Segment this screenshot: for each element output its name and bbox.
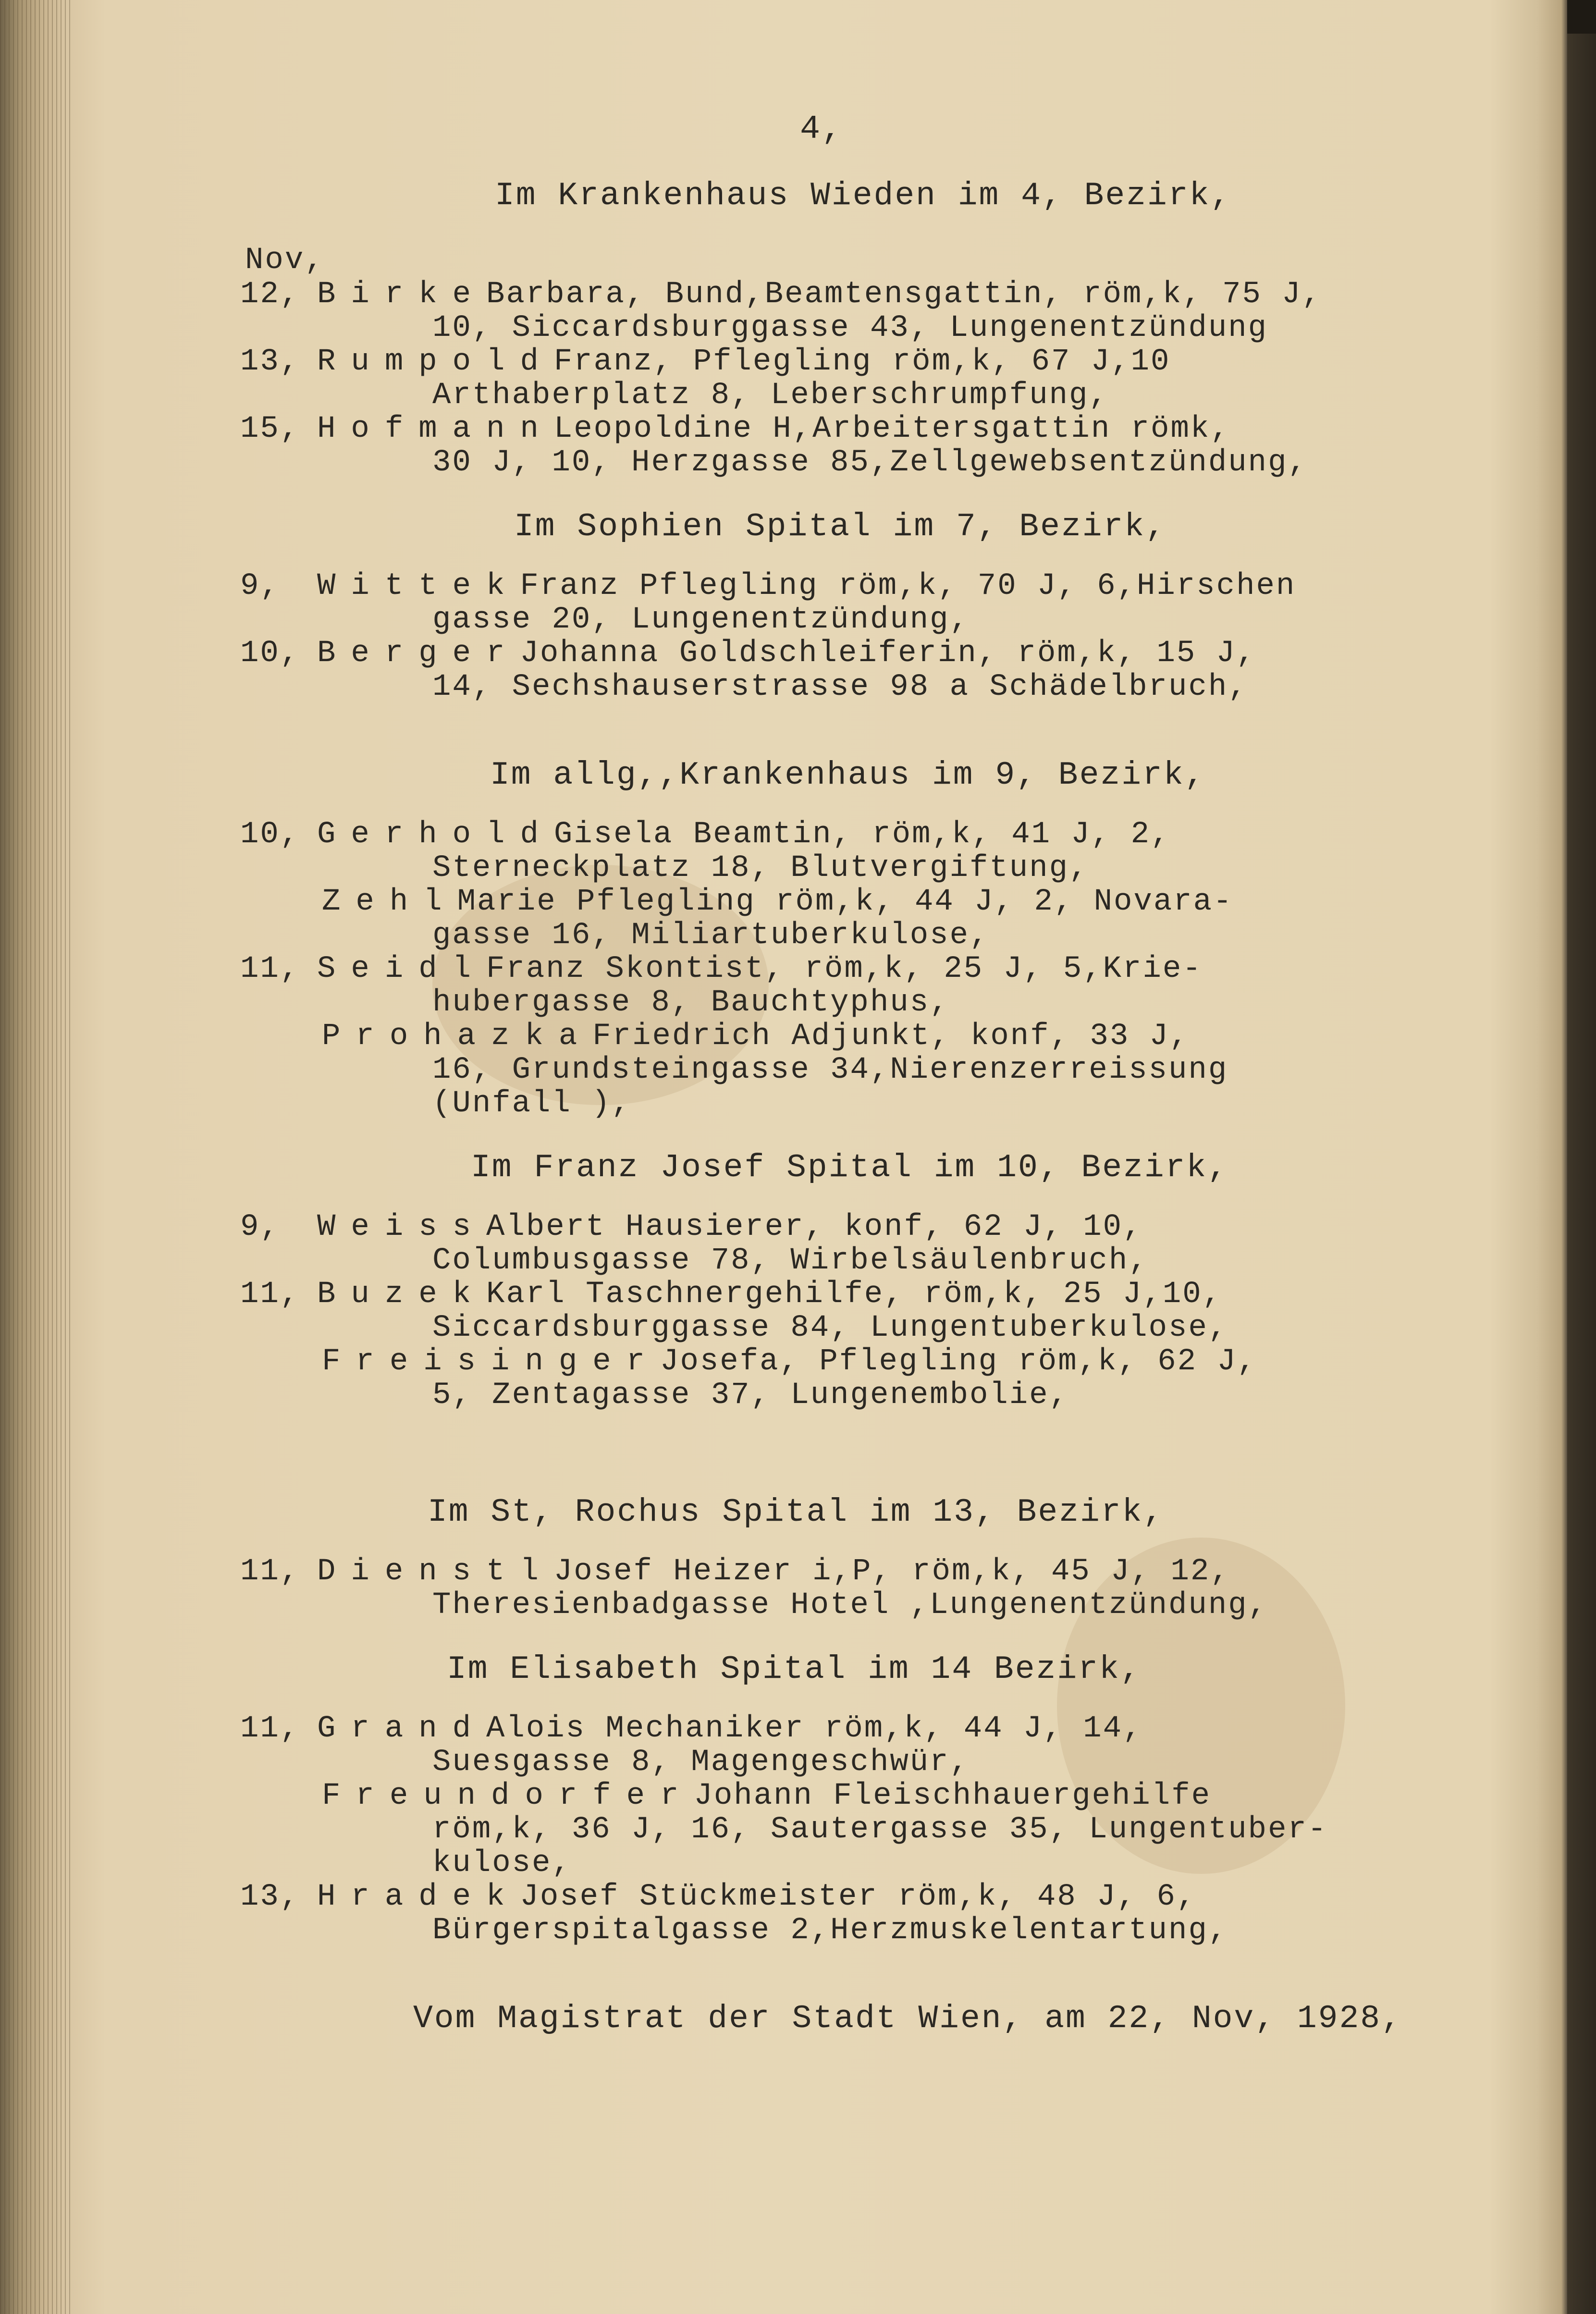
entry-surname: Buzek: [317, 1277, 487, 1312]
entry-text: Bürgerspitalgasse 2,Herzmuskelentartung,: [432, 1913, 1228, 1948]
entry-text: (Unfall ),: [432, 1086, 632, 1121]
entry-text: Johann Fleischhauergehilfe: [694, 1779, 1212, 1813]
entry-text: 30 J, 10, Herzgasse 85,Zellgewebsentzündung,: [432, 445, 1308, 480]
entry-day: 11,: [240, 1277, 300, 1312]
entry-text: Leopoldine H,Arbeitersgattin römk,: [553, 412, 1230, 446]
entry-day: 10,: [240, 636, 300, 671]
section-heading: Im Elisabeth Spital im 14 Bezirk,: [447, 1651, 1142, 1688]
entry-day: 15,: [240, 412, 300, 446]
entry-text: Franz Pflegling röm,k, 70 J, 6,Hirschen: [520, 569, 1296, 603]
register-entry: [240, 885, 1441, 952]
entry-text: Barbara, Bund,Beamtensgattin, röm,k, 75 J,: [486, 277, 1322, 312]
entry-surname: Weiss: [317, 1210, 487, 1244]
entry-surname: Prohazka: [322, 1019, 593, 1054]
register-entry: [240, 1779, 1441, 1880]
month-label: Nov,: [245, 243, 325, 278]
entry-text: Albert Hausierer, konf, 62 J, 10,: [486, 1210, 1143, 1244]
entry-surname: Grand: [317, 1711, 487, 1746]
entry-surname: Rumpold: [317, 345, 554, 379]
entry-surname: Dienstl: [317, 1554, 554, 1589]
entry-day: 11,: [240, 952, 300, 986]
entry-text: Karl Taschnergehilfe, röm,k, 25 J,10,: [486, 1277, 1223, 1312]
entry-text: Friedrich Adjunkt, konf, 33 J,: [592, 1019, 1190, 1054]
entry-day: 9,: [240, 569, 280, 603]
entry-day: 11,: [240, 1554, 300, 1589]
entry-surname: Freisinger: [322, 1344, 661, 1379]
entry-text: Alois Mechaniker röm,k, 44 J, 14,: [486, 1711, 1143, 1746]
entry-text: Josef Heizer i,P, röm,k, 45 J, 12,: [553, 1554, 1230, 1589]
register-entry: [240, 952, 1441, 1020]
entry-text: Franz, Pflegling röm,k, 67 J,10: [553, 345, 1171, 379]
entry-surname: Zehl: [322, 885, 457, 919]
footer-signature-line: Vom Magistrat der Stadt Wien, am 22, Nov, 1928,: [413, 2000, 1402, 2037]
entry-surname: Freundorfer: [322, 1779, 694, 1813]
entry-surname: Gerhold: [317, 817, 554, 852]
entry-surname: Wittek: [317, 569, 520, 603]
entry-text: Gisela Beamtin, röm,k, 41 J, 2,: [553, 817, 1171, 852]
register-entry: [240, 1278, 1441, 1345]
register-entry: [240, 1555, 1441, 1622]
entry-text: Columbusgasse 78, Wirbelsäulenbruch,: [432, 1243, 1149, 1278]
section-heading: Im Krankenhaus Wieden im 4, Bezirk,: [495, 177, 1232, 214]
register-entry: [240, 1210, 1441, 1278]
register-entry: [240, 1345, 1441, 1412]
entry-text: Marie Pflegling röm,k, 44 J, 2, Novara-: [457, 885, 1233, 919]
entry-text: hubergasse 8, Bauchtyphus,: [432, 985, 950, 1020]
register-entry: [240, 1880, 1441, 1947]
entry-day: 12,: [240, 277, 300, 312]
entry-text: Franz Skontist, röm,k, 25 J, 5,Krie-: [486, 952, 1203, 986]
page-edge-stack: [0, 0, 72, 2314]
entry-text: Josefa, Pflegling röm,k, 62 J,: [660, 1344, 1257, 1379]
register-entry: [240, 278, 1441, 345]
register-entry: [240, 1712, 1441, 1779]
entry-day: 10,: [240, 817, 300, 852]
entry-text: Arthaberplatz 8, Leberschrumpfung,: [432, 378, 1109, 413]
scan-border: [1567, 0, 1596, 2314]
entry-day: 13,: [240, 345, 300, 379]
entry-surname: Hofmann: [317, 412, 554, 446]
entry-text: 16, Grundsteingasse 34,Nierenzerreissung: [432, 1053, 1228, 1087]
entry-text: Siccardsburggasse 84, Lungentuberkulose,: [432, 1311, 1228, 1345]
entry-text: Josef Stückmeister röm,k, 48 J, 6,: [520, 1880, 1197, 1914]
page-number: 4,: [799, 111, 843, 148]
entry-text: 14, Sechshauserstrasse 98 a Schädelbruch,: [432, 670, 1248, 704]
entry-text: gasse 16, Miliartuberkulose,: [432, 918, 990, 953]
entry-text: Johanna Goldschleiferin, röm,k, 15 J,: [520, 636, 1256, 671]
section-heading: Im Franz Josef Spital im 10, Bezirk,: [471, 1149, 1229, 1186]
scan-corner: [1567, 0, 1596, 34]
register-entry: [240, 345, 1441, 412]
entry-text: gasse 20, Lungenentzündung,: [432, 603, 970, 637]
register-entry: [240, 412, 1441, 480]
entry-text: Sterneckplatz 18, Blutvergiftung,: [432, 851, 1089, 886]
register-entry: [240, 1020, 1441, 1120]
section-heading: Im Sophien Spital im 7, Bezirk,: [514, 508, 1167, 545]
entry-day: 13,: [240, 1880, 300, 1914]
entry-surname: Berger: [317, 636, 520, 671]
entry-text: Suesgasse 8, Magengeschwür,: [432, 1745, 970, 1780]
entry-text: 5, Zentagasse 37, Lungenembolie,: [432, 1378, 1069, 1413]
entry-text: Theresienbadgasse Hotel ,Lungenentzündung,: [432, 1588, 1268, 1623]
document-page: [240, 111, 1441, 2037]
entry-text: kulose,: [432, 1846, 572, 1881]
register-entry: [240, 569, 1441, 637]
section-heading: Im St, Rochus Spital im 13, Bezirk,: [428, 1494, 1165, 1531]
section-heading: Im allg,,Krankenhaus im 9, Bezirk,: [490, 757, 1206, 794]
register-entry: [240, 637, 1441, 704]
register-entry: [240, 818, 1441, 885]
entry-text: röm,k, 36 J, 16, Sautergasse 35, Lungentuber-: [432, 1812, 1328, 1847]
entry-text: 10, Siccardsburggasse 43, Lungenentzündung: [432, 311, 1268, 345]
entry-surname: Seidl: [317, 952, 487, 986]
entry-surname: Hradek: [317, 1880, 520, 1914]
entry-day: 9,: [240, 1210, 280, 1244]
entry-surname: Birke: [317, 277, 487, 312]
entry-day: 11,: [240, 1711, 300, 1746]
